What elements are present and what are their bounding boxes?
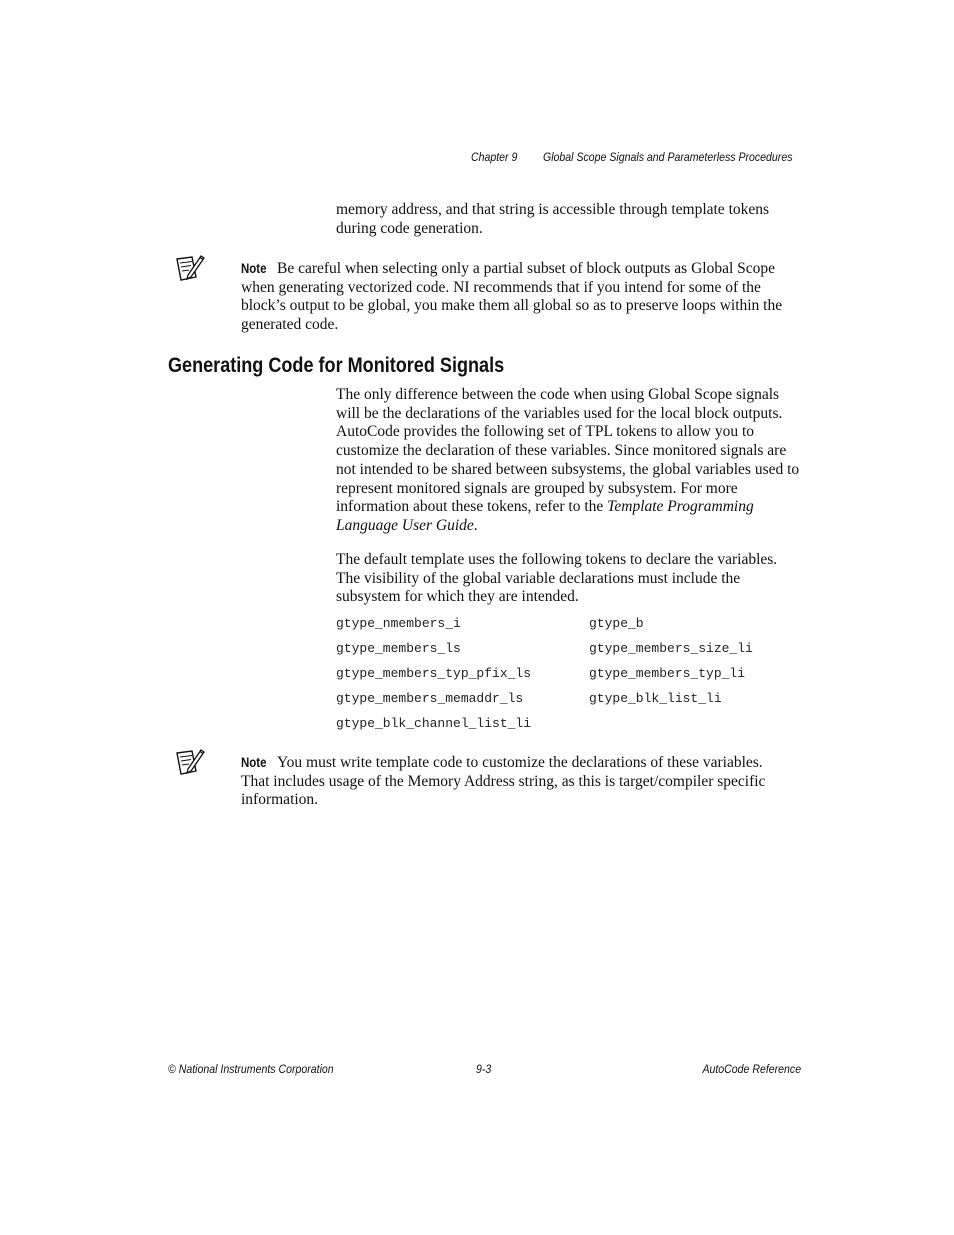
- guide-reference: Template Programming Language User Guide: [336, 498, 754, 534]
- section-heading: Generating Code for Monitored Signals: [168, 354, 505, 377]
- token-left-2: gtype_members_ls: [336, 641, 461, 656]
- paragraph-1-period: .: [473, 516, 478, 534]
- note-icon: [174, 747, 206, 777]
- note-1-label: Note: [241, 261, 267, 276]
- note-icon: [174, 253, 206, 283]
- header-chapter: Chapter 9: [471, 150, 518, 164]
- token-left-1: gtype_nmembers_i: [336, 616, 461, 631]
- token-right-2: gtype_members_size_li: [589, 641, 753, 656]
- token-right-3: gtype_members_typ_li: [589, 666, 746, 681]
- footer-page-number: 9-3: [476, 1062, 492, 1076]
- section-paragraph-2: The default template uses the following tokens to declare the variables. The visibility of the global variable declarations must include the subsystem for which they are intended.: [336, 551, 778, 606]
- token-right-4: gtype_blk_list_li: [589, 691, 722, 706]
- note-2-text: You must write template code to customize the declarations of these variables. That includes usage of the Memory Address string, as this is target/compiler specific information.: [241, 754, 766, 809]
- token-left-4: gtype_members_memaddr_ls: [336, 691, 524, 706]
- token-left-5: gtype_blk_channel_list_li: [336, 716, 532, 731]
- token-left-3: gtype_members_typ_pfix_ls: [336, 666, 532, 681]
- note-1-text: Be careful when selecting only a partial subset of block outputs as Global Scope when generating vectorized code. NI recommends that if you intend for some of the block’s output to be global, you make them all global so as to preserve loops within the generated code.: [241, 260, 783, 334]
- section-paragraph-1: [336, 386, 804, 536]
- intro-paragraph: memory address, and that string is accessible through template tokens during code generation.: [336, 201, 770, 237]
- paragraph-1-text: The only difference between the code when using Global Scope signals will be the declarations of the variables used for the local block outputs. AutoCode provides the following set of TPL tokens to allow you to customize the declaration of these variables. Since monitored signals are not intended to be shared between subsystems, the global variables used to represent monitored signals are grouped by subsystem. For more information about these tokens, refer to the: [336, 386, 800, 516]
- note-1: [241, 260, 803, 335]
- footer-copyright: © National Instruments Corporation: [168, 1062, 334, 1076]
- note-2: [241, 754, 781, 810]
- token-right-1: gtype_b: [589, 616, 644, 631]
- footer-doc-title: AutoCode Reference: [702, 1062, 801, 1076]
- note-2-label: Note: [241, 755, 267, 770]
- header-section-title: Global Scope Signals and Parameterless Procedures: [543, 150, 793, 164]
